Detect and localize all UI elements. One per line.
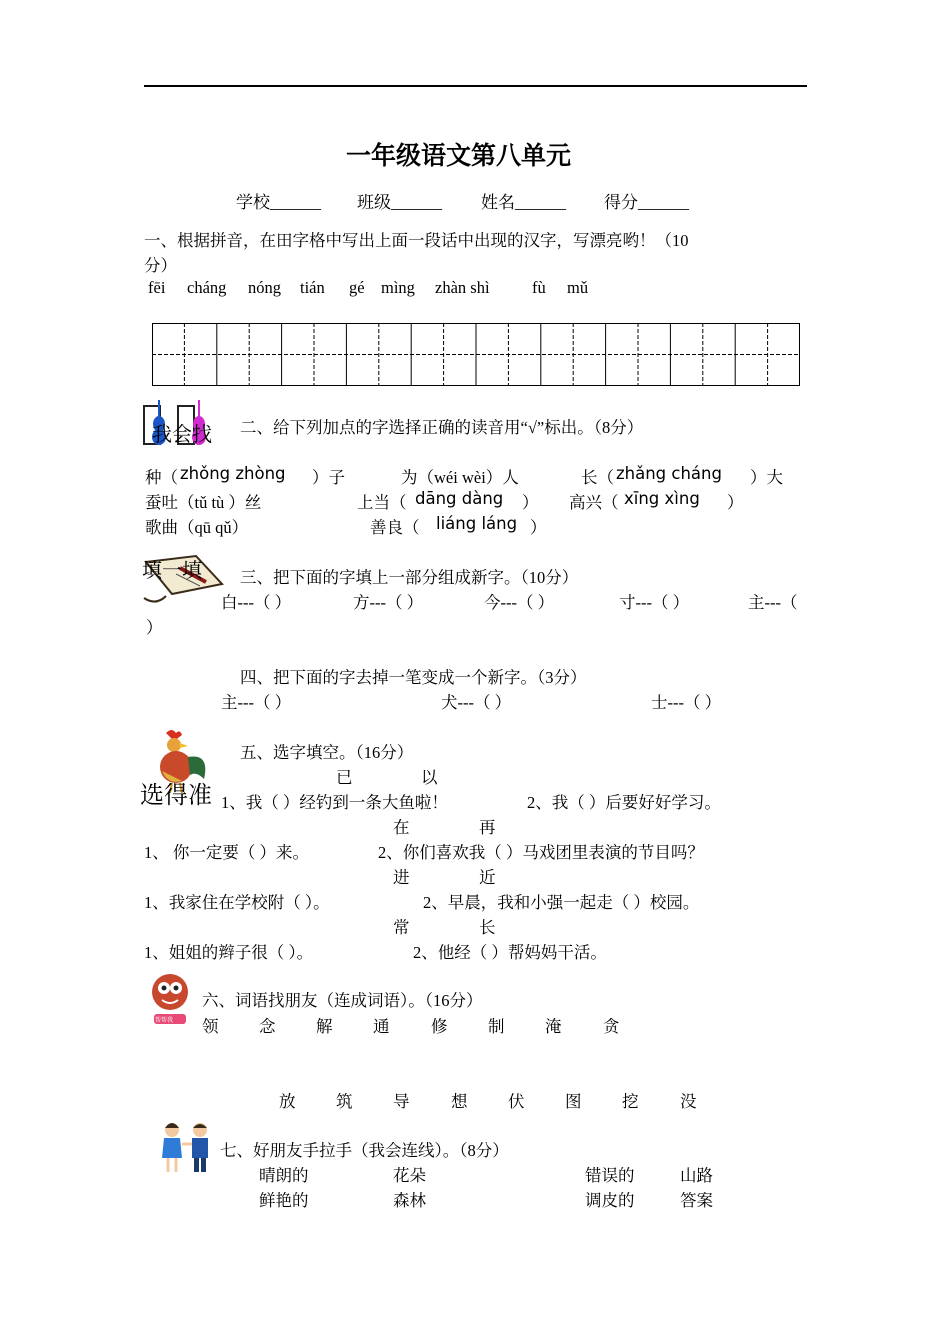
q7-word[interactable]: 调皮的	[585, 1191, 635, 1210]
pinyin: fēi	[148, 278, 166, 297]
q6-bottom-char[interactable]: 伏	[508, 1092, 525, 1111]
q6-top-char[interactable]: 通	[373, 1017, 390, 1036]
q2-pinyin-choice[interactable]: zhǎng cháng	[616, 464, 722, 483]
q2-heading: 二、给下列加点的字选择正确的读音用“√”标出。（8分）	[240, 418, 644, 437]
q1-heading-cont: 分）	[144, 256, 177, 275]
q4-item[interactable]: 犬---（ ）	[441, 693, 512, 712]
q5-choice-char: 进	[393, 868, 410, 887]
clip-caption: 填一填	[142, 558, 202, 582]
q3-item[interactable]: 寸---（ ）	[619, 593, 690, 612]
q3-tail: ）	[146, 618, 163, 637]
tianzige-lines	[152, 323, 800, 386]
helper-clipart	[148, 970, 192, 1030]
q6-bottom-char[interactable]: 没	[680, 1092, 697, 1111]
q6-bottom-char[interactable]: 放	[279, 1092, 296, 1111]
rooster-clipart	[138, 727, 218, 807]
q3-item[interactable]: 方---（ ）	[353, 593, 424, 612]
q2-text: 善良（	[370, 518, 420, 537]
q6-bottom-char[interactable]: 挖	[622, 1092, 639, 1111]
q5-sentence[interactable]: 1、 你一定要（ ）来。	[144, 843, 309, 862]
q6-top-char[interactable]: 领	[202, 1017, 219, 1036]
q6-top-char[interactable]: 念	[259, 1017, 276, 1036]
q2-pinyin-choice[interactable]: 蚕吐（tǔ tù ）丝	[145, 493, 262, 512]
pinyin: nóng	[248, 278, 281, 297]
pinyin: cháng	[187, 278, 227, 297]
info-class: 班级______	[357, 193, 442, 212]
q2-text: ）	[727, 493, 744, 512]
q6-heading: 六、词语找朋友（连成词语）。（16分）	[202, 991, 483, 1010]
q7-word[interactable]: 森林	[393, 1191, 426, 1210]
q5-heading: 五、选字填空。（16分）	[240, 743, 414, 762]
page-title: 一年级语文第八单元	[346, 141, 572, 170]
violin-clipart	[140, 396, 220, 448]
q5-choice-char: 在	[393, 818, 410, 837]
pinyin: tián	[300, 278, 325, 297]
q2-text: 上当（	[357, 493, 407, 512]
q5-choice-char: 常	[393, 918, 410, 937]
q4-item[interactable]: 士---（ ）	[651, 693, 722, 712]
q6-top-char[interactable]: 修	[431, 1017, 448, 1036]
q7-word[interactable]: 花朵	[393, 1166, 426, 1185]
pinyin: fù	[532, 278, 546, 297]
q2-text: 种（	[145, 468, 178, 487]
q2-text: ）大	[750, 468, 783, 487]
q5-sentence[interactable]: 1、姐姐的辫子很（ ）。	[144, 943, 314, 962]
q6-bottom-char[interactable]: 想	[451, 1092, 468, 1111]
q4-item[interactable]: 主---（ ）	[221, 693, 292, 712]
q5-choice-char: 再	[479, 818, 496, 837]
q2-pinyin-choice[interactable]: 为（wéi wèi）人	[401, 468, 519, 487]
q3-heading: 三、把下面的字填上一部分组成新字。（10分）	[240, 568, 579, 587]
q2-pinyin-choice[interactable]: dāng dàng	[415, 489, 504, 508]
q6-top-char[interactable]: 贪	[603, 1017, 620, 1036]
q2-text: ）	[522, 493, 539, 512]
q5-choice-char: 已	[336, 768, 353, 787]
q5-sentence[interactable]: 2、早晨，我和小强一起走（ ）校园。	[423, 893, 700, 912]
pinyin: mìng	[381, 278, 415, 297]
q2-pinyin-choice[interactable]: zhǒng zhòng	[180, 464, 286, 483]
q6-top-char[interactable]: 制	[488, 1017, 505, 1036]
q5-sentence[interactable]: 2、他经（ ）帮妈妈干活。	[413, 943, 607, 962]
tianzige-grid[interactable]	[152, 323, 800, 386]
q6-bottom-char[interactable]: 筑	[336, 1092, 353, 1111]
q7-word[interactable]: 错误的	[585, 1166, 635, 1185]
q2-text: ）	[530, 518, 547, 537]
info-score: 得分______	[604, 193, 689, 212]
q7-heading: 七、好朋友手拉手（我会连线）。（8分）	[220, 1141, 509, 1160]
children-clipart	[158, 1118, 216, 1176]
q2-pinyin-choice[interactable]: liáng láng	[436, 514, 518, 533]
q5-choice-char: 长	[479, 918, 496, 937]
q7-word[interactable]: 晴朗的	[259, 1166, 309, 1185]
q7-word[interactable]: 答案	[680, 1191, 713, 1210]
q2-text: 高兴（	[569, 493, 619, 512]
pinyin: mǔ	[567, 278, 589, 297]
info-school: 学校______	[236, 193, 321, 212]
q5-choice-char: 近	[479, 868, 496, 887]
q2-text: 长（	[581, 468, 614, 487]
q5-sentence[interactable]: 2、我（ ）后要好好学习。	[527, 793, 721, 812]
q6-bottom-char[interactable]: 图	[565, 1092, 582, 1111]
q5-sentence[interactable]: 2、你们喜欢我（ ）马戏团里表演的节目吗？	[378, 843, 704, 862]
q6-bottom-char[interactable]: 导	[393, 1092, 410, 1111]
pinyin: zhàn shì	[435, 278, 490, 297]
clip-caption: 选得准	[140, 781, 212, 809]
q3-item[interactable]: 今---（ ）	[484, 593, 555, 612]
q5-sentence[interactable]: 1、我家住在学校附（ ）。	[144, 893, 330, 912]
info-name: 姓名______	[481, 193, 566, 212]
q1-heading: 一、根据拼音，在田字格中写出上面一段话中出现的汉字，写漂亮哟！（10	[144, 231, 689, 250]
clip-caption: 我会找	[152, 422, 212, 446]
q7-word[interactable]: 鲜艳的	[259, 1191, 309, 1210]
q3-item[interactable]: 主---（	[748, 593, 798, 612]
q5-sentence[interactable]: 1、我（ ）经钓到一条大鱼啦！	[221, 793, 448, 812]
q5-choice-char: 以	[421, 768, 438, 787]
top-rule	[144, 85, 807, 87]
q2-text: ）子	[312, 468, 345, 487]
scroll-clipart	[136, 548, 228, 608]
pinyin: gé	[349, 278, 365, 297]
q6-top-char[interactable]: 解	[316, 1017, 333, 1036]
q6-top-char[interactable]: 淹	[545, 1017, 562, 1036]
q3-item[interactable]: 白---（ ）	[221, 593, 292, 612]
q2-pinyin-choice[interactable]: xīng xìng	[624, 489, 700, 508]
q4-heading: 四、把下面的字去掉一笔变成一个新字。（3分）	[240, 668, 587, 687]
clip-caption: 帮帮我	[155, 1017, 174, 1024]
q2-pinyin-choice[interactable]: 歌曲（qū qǔ）	[145, 518, 249, 537]
q7-word[interactable]: 山路	[680, 1166, 713, 1185]
